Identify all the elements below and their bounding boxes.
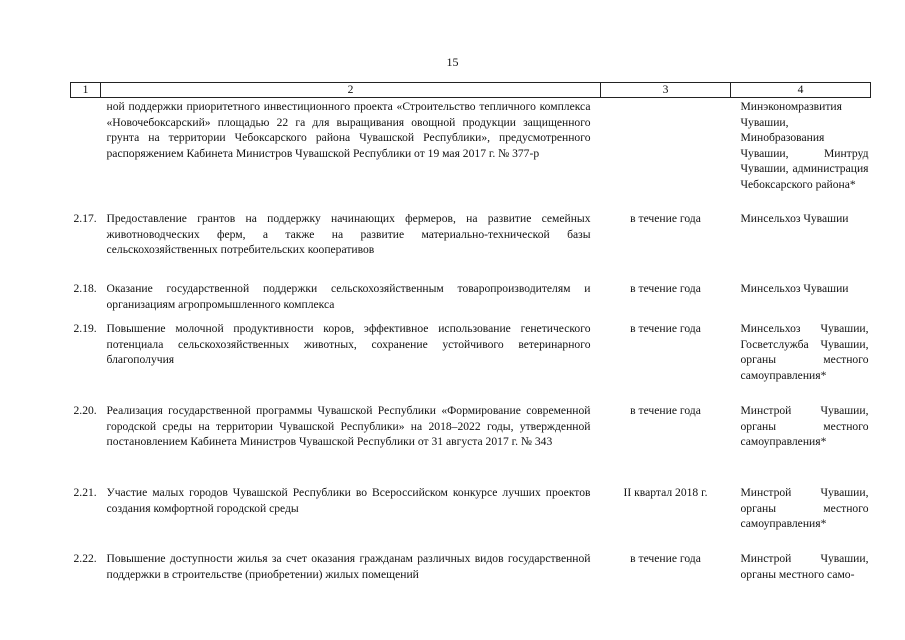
column-number-header <box>71 83 871 98</box>
table-row <box>71 211 871 281</box>
row-number: 2.21. <box>73 486 97 499</box>
activity-text: Оказание государственной поддержки сельскохозяйственным товаропроизводителям и организациям агропромышленного комплекса <box>106 282 591 311</box>
responsible-executors: Минстрой Чувашии, органы местного само- <box>740 552 869 581</box>
table-row <box>71 485 871 551</box>
responsible-executors: Минсельхоз Чувашии <box>740 212 849 225</box>
activity-text: Предоставление грантов на поддержку начинающих фермеров, на развитие семейных животноводческих ферм, а также на развитие материально-технической базы сельскохозяйственных потребительских кооперативов <box>106 212 591 257</box>
table-row <box>71 551 871 591</box>
row-number: 2.22. <box>73 552 97 565</box>
row-number: 2.19. <box>73 322 97 335</box>
deadline: в течение года <box>630 552 701 565</box>
table-row <box>71 321 871 403</box>
page-number: 15 <box>446 55 459 69</box>
row-number <box>71 98 101 212</box>
responsible-executors: Минстрой Чувашии, органы местного самоуправления* <box>740 486 869 531</box>
responsible-executors: Минсельхоз Чувашии, Госветслужба Чувашии, органы местного самоуправления* <box>740 322 869 382</box>
column-header-2: 2 <box>101 83 601 98</box>
table-row <box>71 98 871 212</box>
activity-text: Повышение молочной продуктивности коров, эффективное использование генетического потенциала сельскохозяйственных животных, сохранение устойчивого ветеринарного благополучия <box>106 322 591 367</box>
responsible-executors: Минстрой Чувашии, органы местного самоуправления* <box>740 404 869 449</box>
deadline: в течение года <box>630 404 701 417</box>
activity-text: ной поддержки приоритетного инвестиционного проекта «Строительство тепличного комплекса «Новочебоксарский» площадью 22 га для выращивания овощной продукции защищенного грунта на территории Чебоксарского района Чувашской Республики», предусмотренного распоряжением Кабинета Министров Чувашской Республики от 19 мая 2017 г. № 377-р <box>106 100 591 160</box>
table-row <box>71 403 871 485</box>
activity-text: Реализация государственной программы Чувашской Республики «Формирование современной городской среды на территории Чувашской Республики» на 2018–2022 годы, утвержденной постановлением Кабинета Министров Чувашской Республики от 31 августа 2017 г. № 343 <box>106 404 591 449</box>
row-number: 2.18. <box>73 282 97 295</box>
action-plan-table <box>70 82 871 591</box>
deadline: в течение года <box>630 212 701 225</box>
column-header-4: 4 <box>731 83 871 98</box>
deadline: II квартал 2018 г. <box>623 486 708 499</box>
deadline: в течение года <box>630 322 701 335</box>
responsible-executors: Минсельхоз Чувашии <box>740 282 849 295</box>
deadline: в течение года <box>630 282 701 295</box>
column-header-1: 1 <box>71 83 101 98</box>
column-header-3: 3 <box>601 83 731 98</box>
row-number: 2.20. <box>73 404 97 417</box>
responsible-executors: Минэкономразвития Чувашии, Минобразования Чувашии, Минтруд Чувашии, администрация Чебоксарского района* <box>740 100 869 191</box>
table-row <box>71 281 871 321</box>
row-number: 2.17. <box>73 212 97 225</box>
activity-text: Участие малых городов Чувашской Республики во Всероссийском конкурсе лучших проектов создания комфортной городской среды <box>106 486 591 515</box>
activity-text: Повышение доступности жилья за счет оказания гражданам различных видов государственной поддержки в строительстве (приобретении) жилых помещений <box>106 552 591 581</box>
deadline <box>601 98 731 212</box>
